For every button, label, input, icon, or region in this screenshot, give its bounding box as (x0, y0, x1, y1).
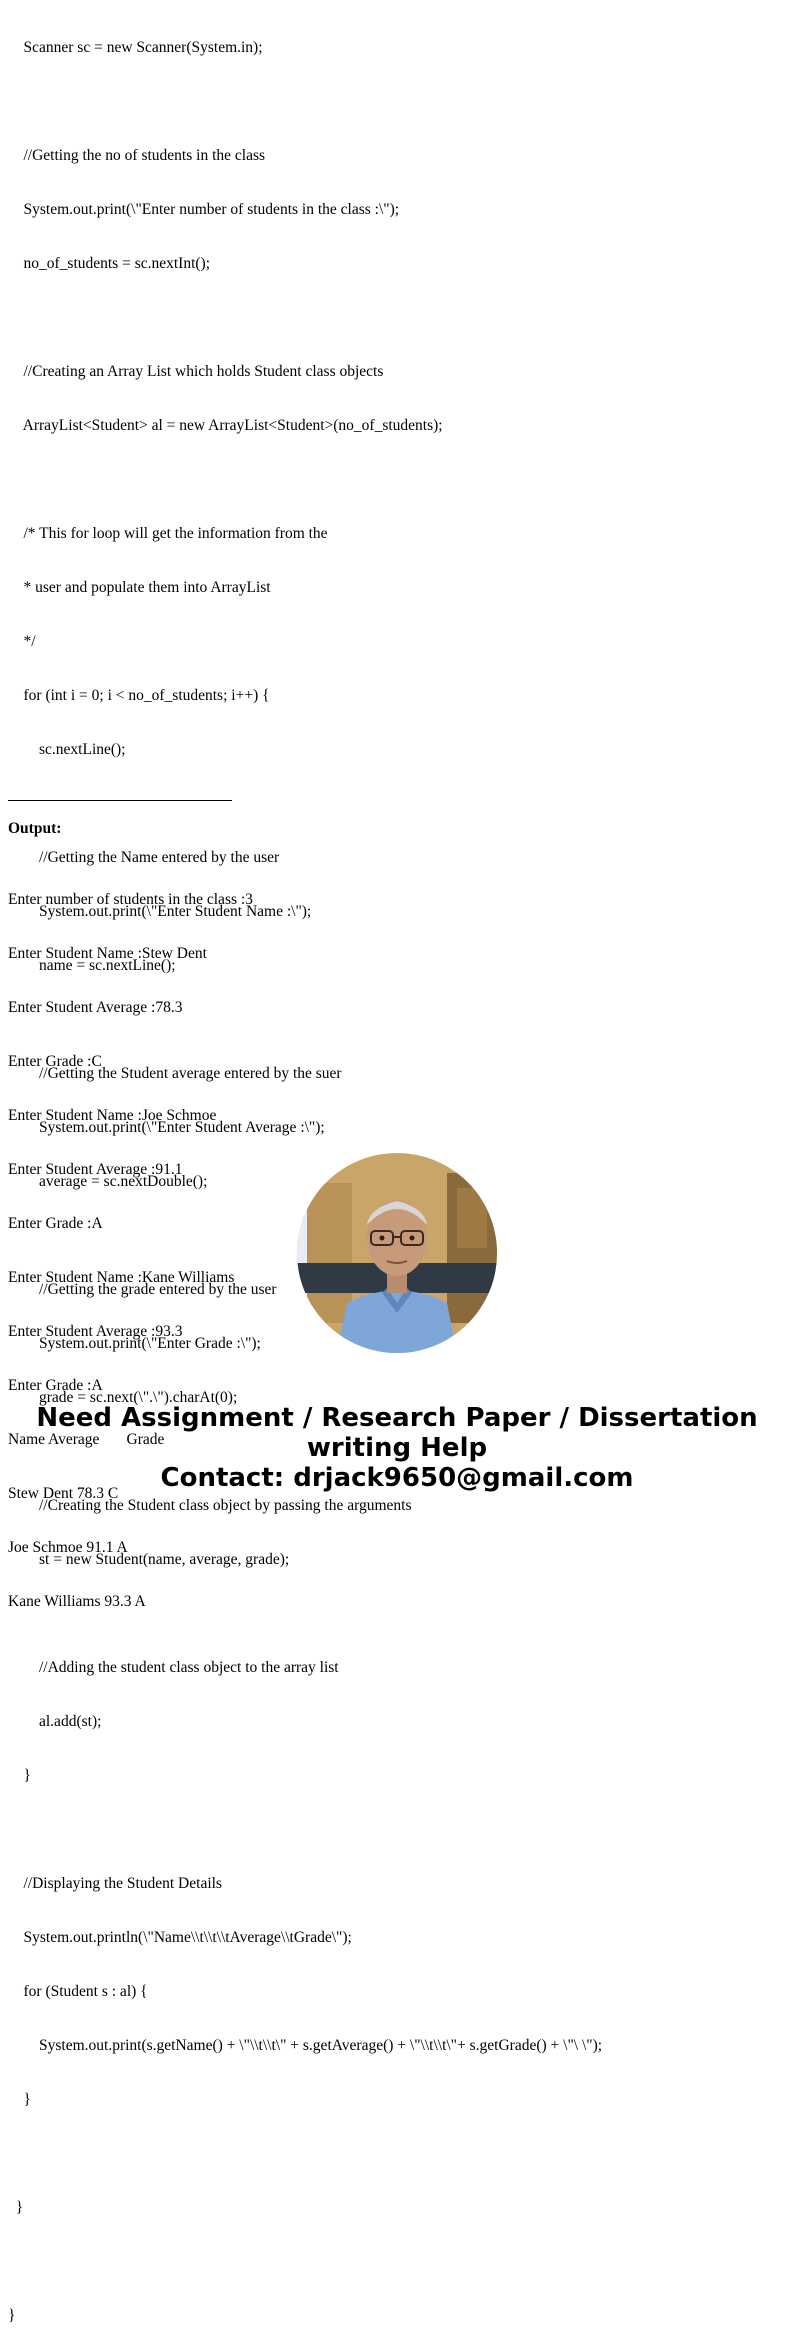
code-line (8, 795, 602, 813)
promo-contact: Contact: drjack9650@gmail.com (160, 1463, 634, 1493)
program-output (8, 855, 253, 1629)
code-line: for (int i = 0; i < no_of_students; i++) { (8, 687, 270, 704)
code-line: sc.nextLine(); (8, 741, 126, 758)
code-line: name = sc.nextLine(); (8, 957, 176, 974)
code-line (8, 471, 602, 489)
code-line: //Getting the grade entered by the user (8, 1281, 277, 1298)
code-line: for (Student s : al) { (8, 1983, 148, 2000)
output-heading: Output: (8, 820, 62, 837)
code-line: } (8, 2307, 16, 2324)
output-line: Stew Dent 78.3 C (8, 1485, 119, 1502)
code-line: */ (8, 633, 36, 650)
code-line: no_of_students = sc.nextInt(); (8, 255, 211, 272)
horizontal-divider (8, 800, 232, 801)
code-line: System.out.print(\"Enter Grade :\"); (8, 1335, 261, 1352)
output-line: Enter number of students in the class :3 (8, 891, 253, 908)
code-line: //Adding the student class object to the array list (8, 1659, 339, 1676)
code-line: System.out.print(\"Enter Student Name :\"); (8, 903, 312, 920)
code-line: //Getting the Student average entered by the suer (8, 1065, 342, 1082)
code-line: System.out.println(\"Name\\t\\t\\tAverage\\tGrade\"); (8, 1929, 352, 1946)
output-line: Enter Student Name :Kane Williams (8, 1269, 235, 1286)
code-line: st = new Student(name, average, grade); (8, 1551, 290, 1568)
code-line: System.out.print(\"Enter number of students in the class :\"); (8, 201, 400, 218)
output-line: Kane Williams 93.3 A (8, 1593, 146, 1610)
code-line: //Getting the Name entered by the user (8, 849, 280, 866)
promo-line: writing Help (306, 1433, 488, 1463)
code-line: al.add(st); (8, 1713, 102, 1730)
code-line: } (8, 2091, 31, 2108)
code-line: System.out.print(s.getName() + \"\\t\\t\" + s.getAverage() + \"\\t\\t\"+ s.getGrade() + \"\ \"); (8, 2037, 603, 2054)
code-line: } (8, 2199, 24, 2216)
author-avatar (297, 1153, 497, 1353)
code-line: * user and populate them into ArrayList (8, 579, 271, 596)
output-line: Enter Grade :A (8, 1377, 103, 1394)
output-line: Joe Schmoe 91.1 A (8, 1539, 128, 1556)
author-portrait (297, 1153, 497, 1353)
output-line: Enter Student Average :93.3 (8, 1323, 183, 1340)
code-line: grade = sc.next(\".\").charAt(0); (8, 1389, 238, 1406)
output-line: Enter Student Name :Stew Dent (8, 945, 207, 962)
output-line: Enter Grade :A (8, 1215, 103, 1232)
code-line: ArrayList<Student> al = new ArrayList<Student>(no_of_students); (8, 417, 443, 434)
code-line (8, 2253, 602, 2271)
code-line (8, 93, 602, 111)
output-line: Enter Grade :C (8, 1053, 102, 1070)
code-line: System.out.print(\"Enter Student Average :\"); (8, 1119, 325, 1136)
promo-line: Need Assignment / Research Paper / Dissertation (36, 1403, 758, 1433)
output-line: Name Average Grade (8, 1431, 165, 1448)
output-line: Enter Student Average :78.3 (8, 999, 183, 1016)
code-line: /* This for loop will get the information from the (8, 525, 328, 542)
code-line: Scanner sc = new Scanner(System.in); (8, 39, 263, 56)
code-line: //Getting the no of students in the class (8, 147, 266, 164)
output-line: Enter Student Average :91.1 (8, 1161, 183, 1178)
code-line: //Creating the Student class object by passing the arguments (8, 1497, 412, 1514)
code-line: //Creating an Array List which holds Student class objects (8, 363, 384, 380)
code-line: average = sc.nextDouble(); (8, 1173, 208, 1190)
code-line (8, 2145, 602, 2163)
code-line (8, 1821, 602, 1839)
code-line: } (8, 1767, 31, 1784)
output-line: Enter Student Name :Joe Schmoe (8, 1107, 217, 1124)
promo-banner (0, 1403, 794, 1493)
code-line: //Displaying the Student Details (8, 1875, 222, 1892)
code-line (8, 309, 602, 327)
